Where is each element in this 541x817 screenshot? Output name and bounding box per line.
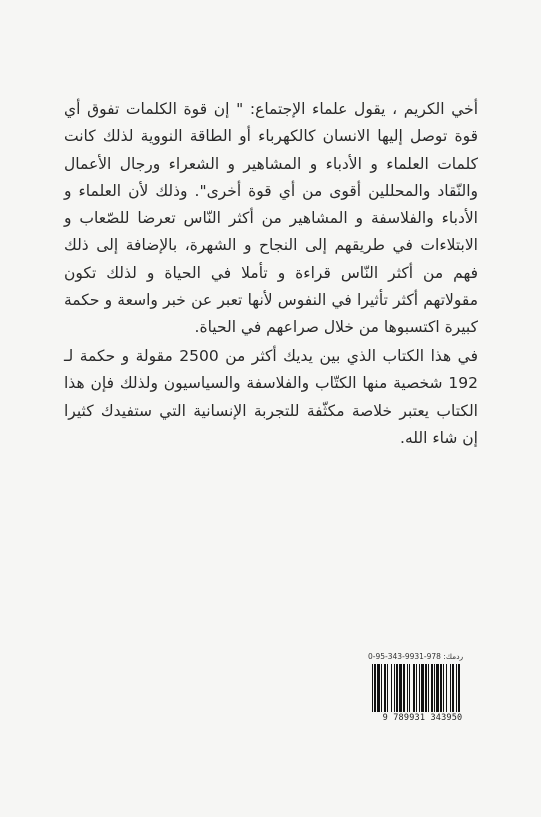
barcode-bar <box>416 664 417 712</box>
barcode-bar <box>428 664 429 712</box>
barcode-bar <box>446 664 447 712</box>
barcode-bar <box>407 664 408 712</box>
intro-paragraph <box>64 96 478 342</box>
barcode-bar <box>452 664 454 712</box>
barcode-bar <box>456 664 457 712</box>
barcode-bar <box>409 664 410 712</box>
barcode-bar <box>399 664 402 712</box>
barcode-bar <box>391 664 392 712</box>
barcode-bar <box>434 664 435 712</box>
barcode <box>368 652 477 724</box>
barcode-bar <box>458 664 460 712</box>
barcode-bar <box>372 664 373 712</box>
barcode-bar <box>374 664 376 712</box>
barcode-bar <box>421 664 424 712</box>
paragraph-text: أخي الكريم ، يقول علماء الإجتماع: " إن قوة الكلمات تفوق أي قوة توصل إليها الانسان كالكهرباء أو الطاقة النووية لذلك كانت كلمات العلماء و الأدباء و المشاهير و الشعراء ورجال الأعمال والنّقاد والمحللين أقوى من أي قوة أخرى". وذلك لأن العلماء و الأدباء والفلاسفة و المشاهير من أكثر النّاس تعرضا للصّعاب و الابتلاءات في طريقهم إلى النجاح و الشهرة، بالإضافة إلى ذلك فهم من أكثر النّاس قراءة و تأملا في الحياة و لذلك تكون مقولاتهم أكثر تأثيرا في النفوس لأنها تعبر عن خبر واسعة و حكمة كبيرة اكتسبوها من خلال صراعهم في الحياة. <box>64 100 478 337</box>
barcode-bar <box>396 664 398 712</box>
barcode-bar <box>440 664 442 712</box>
barcode-bar <box>431 664 433 712</box>
barcode-bar <box>425 664 427 712</box>
barcode-bar <box>381 664 382 712</box>
barcode-bar <box>403 664 405 712</box>
barcode-bars <box>371 664 474 712</box>
barcode-bar <box>377 664 380 712</box>
barcode-digits: 9 789931 343950 <box>382 713 463 723</box>
barcode-bar <box>394 664 395 712</box>
barcode-bar <box>413 664 415 712</box>
barcode-bar <box>419 664 420 712</box>
barcode-bar <box>436 664 439 712</box>
book-description-paragraph <box>64 343 478 452</box>
barcode-bar <box>384 664 386 712</box>
barcode-bar <box>450 664 451 712</box>
isbn-label: ردمك: 978-9931-343-95-0 <box>368 652 464 661</box>
paragraph-text: في هذا الكتاب الذي بين يديك أكثر من 2500 مقولة و حكمة لـ 192 شخصية منها الكتّاب والفلاسفة والسياسيون ولذلك فإن هذا الكتاب يعتبر خلاصة مكثّفة للتجربة الإنسانية التي ستفيدك كثيرا إن شاء الله. <box>64 347 478 447</box>
barcode-bar <box>387 664 388 712</box>
barcode-bar <box>443 664 444 712</box>
